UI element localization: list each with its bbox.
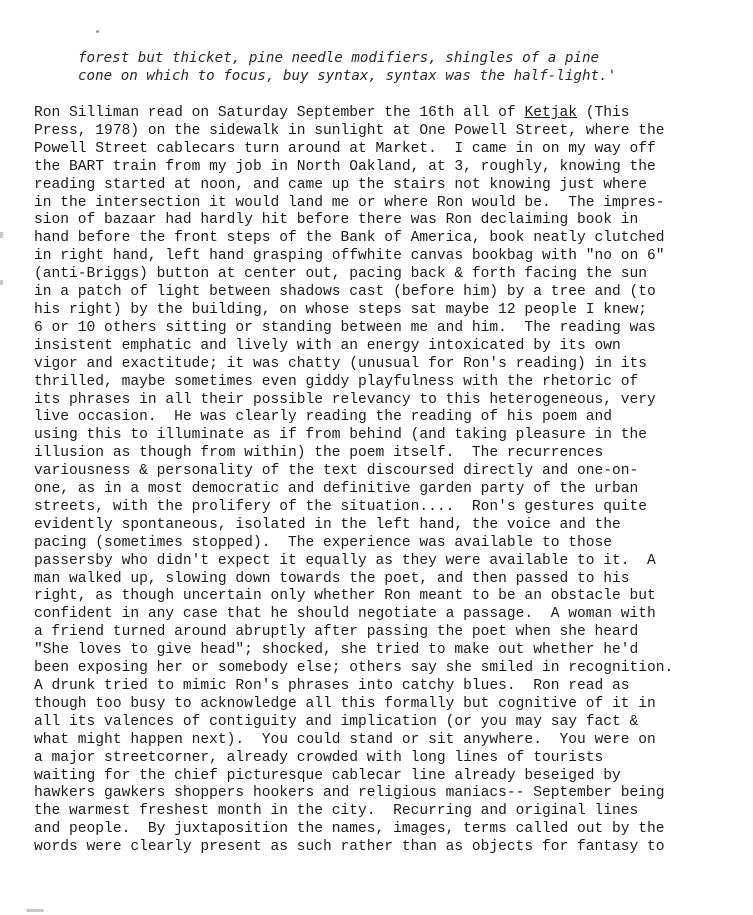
body-line: vigor and exactitude; it was chatty (unusual for Ron's reading) in its bbox=[34, 355, 648, 372]
book-title: Ketjak bbox=[524, 105, 577, 121]
body-line: and people. By juxtaposition the names, images, terms called out by the bbox=[34, 821, 665, 838]
body-line: evidently spontaneous, isolated in the left hand, the voice and the bbox=[34, 516, 621, 533]
body-line: (anti-Briggs) button at center out, pacing back & forth facing the sun bbox=[34, 266, 648, 283]
body-line: been exposing her or somebody else; others say she smiled in recognition. bbox=[34, 660, 674, 677]
body-line: the warmest freshest month in the city. Recurring and original lines bbox=[34, 803, 639, 820]
body-line: man walked up, slowing down towards the poet, and then passed to his bbox=[34, 570, 630, 587]
body-line: Powell Street cablecars turn around at Market. I came in on my way off bbox=[34, 140, 656, 157]
body-line: passersby who didn't expect it equally as they were available to it. A bbox=[34, 552, 656, 569]
body-line: though too busy to acknowledge all this formally but cognitive of it in bbox=[34, 695, 656, 712]
epigraph-quote bbox=[78, 50, 718, 85]
body-line: waiting for the chief picturesque cablecar line already beseiged by bbox=[34, 767, 621, 784]
body-line: "She loves to give head"; shocked, she tried to make out whether he'd bbox=[34, 642, 639, 659]
body-line-text: (This bbox=[576, 105, 630, 121]
body-line: 6 or 10 others sitting or standing between me and him. The reading was bbox=[34, 319, 656, 336]
body-line bbox=[34, 105, 734, 123]
body-line: words were clearly present as such rather than as objects for fantasy to bbox=[34, 839, 665, 856]
body-line: streets, with the prolifery of the situation.... Ron's gestures quite bbox=[34, 498, 648, 515]
body-line: its phrases in all their possible relevancy to this heterogeneous, very bbox=[34, 391, 656, 408]
body-line: what might happen next). You could stand or sit anywhere. You were on bbox=[34, 731, 656, 748]
body-line: live occasion. He was clearly reading the reading of his poem and bbox=[34, 409, 613, 426]
body-line: A drunk tried to mimic Ron's phrases into catchy blues. Ron read as bbox=[34, 678, 630, 694]
body-line: illusion as though from within) the poem itself. The recurrences bbox=[34, 445, 604, 462]
body-line: in right hand, left hand grasping offwhite canvas bookbag with "no on 6" bbox=[34, 248, 665, 265]
body-line: insistent emphatic and lively with an energy intoxicated by its own bbox=[34, 337, 621, 354]
epigraph-line: forest but thicket, pine needle modifiers, shingles of a pine bbox=[78, 50, 600, 66]
body-line: variousness & personality of the text discoursed directly and one-on- bbox=[34, 463, 639, 480]
body-line: one, as in a most democratic and definitive garden party of the urban bbox=[34, 481, 639, 498]
body-line: the BART train from my job in North Oakland, at 3, roughly, knowing the bbox=[34, 158, 656, 175]
body-line: Press, 1978) on the sidewalk in sunlight at One Powell Street, where the bbox=[34, 122, 665, 139]
body-line: all its valences of contiguity and implication (or you may say fact & bbox=[34, 713, 639, 730]
left-edge-mark bbox=[0, 232, 3, 238]
body-line: confident in any case that he should negotiate a passage. A woman with bbox=[34, 606, 656, 623]
bottom-edge-mark bbox=[26, 909, 44, 912]
paper-speck bbox=[96, 30, 99, 33]
body-line: sion of bazaar had hardly hit before there was Ron declaiming book in bbox=[34, 212, 639, 229]
body-line-text: Ron Silliman read on Saturday September the 16th all of bbox=[34, 105, 525, 121]
epigraph-line: cone on which to focus, buy syntax, syntax was the half-light.' bbox=[78, 67, 617, 84]
body-line: a friend turned around abruptly after passing the poet when she heard bbox=[34, 624, 639, 641]
left-edge-mark bbox=[0, 280, 3, 285]
body-line: thrilled, maybe sometimes even giddy playfulness with the rhetoric of bbox=[34, 373, 639, 390]
body-line: hand before the front steps of the Bank of America, book neatly clutched bbox=[34, 230, 665, 247]
body-line: hawkers gawkers shoppers hookers and religious maniacs-- September being bbox=[34, 785, 665, 802]
body-line: in a patch of light between shadows cast (before him) by a tree and (to bbox=[34, 284, 656, 301]
body-line: a major streetcorner, already crowded with long lines of tourists bbox=[34, 749, 604, 766]
body-line: using this to illuminate as if from behind (and taking pleasure in the bbox=[34, 427, 648, 444]
body-line: his right) by the building, on whose steps sat maybe 12 people I knew; bbox=[34, 301, 648, 318]
body-line: right, as though uncertain only whether Ron meant to be an obstacle but bbox=[34, 588, 656, 605]
body-paragraph bbox=[34, 105, 734, 857]
body-line: in the intersection it would land me or where Ron would be. The impres- bbox=[34, 194, 665, 211]
body-line: pacing (sometimes stopped). The experience was available to those bbox=[34, 534, 613, 551]
body-line: reading started at noon, and came up the stairs not knowing just where bbox=[34, 176, 648, 193]
